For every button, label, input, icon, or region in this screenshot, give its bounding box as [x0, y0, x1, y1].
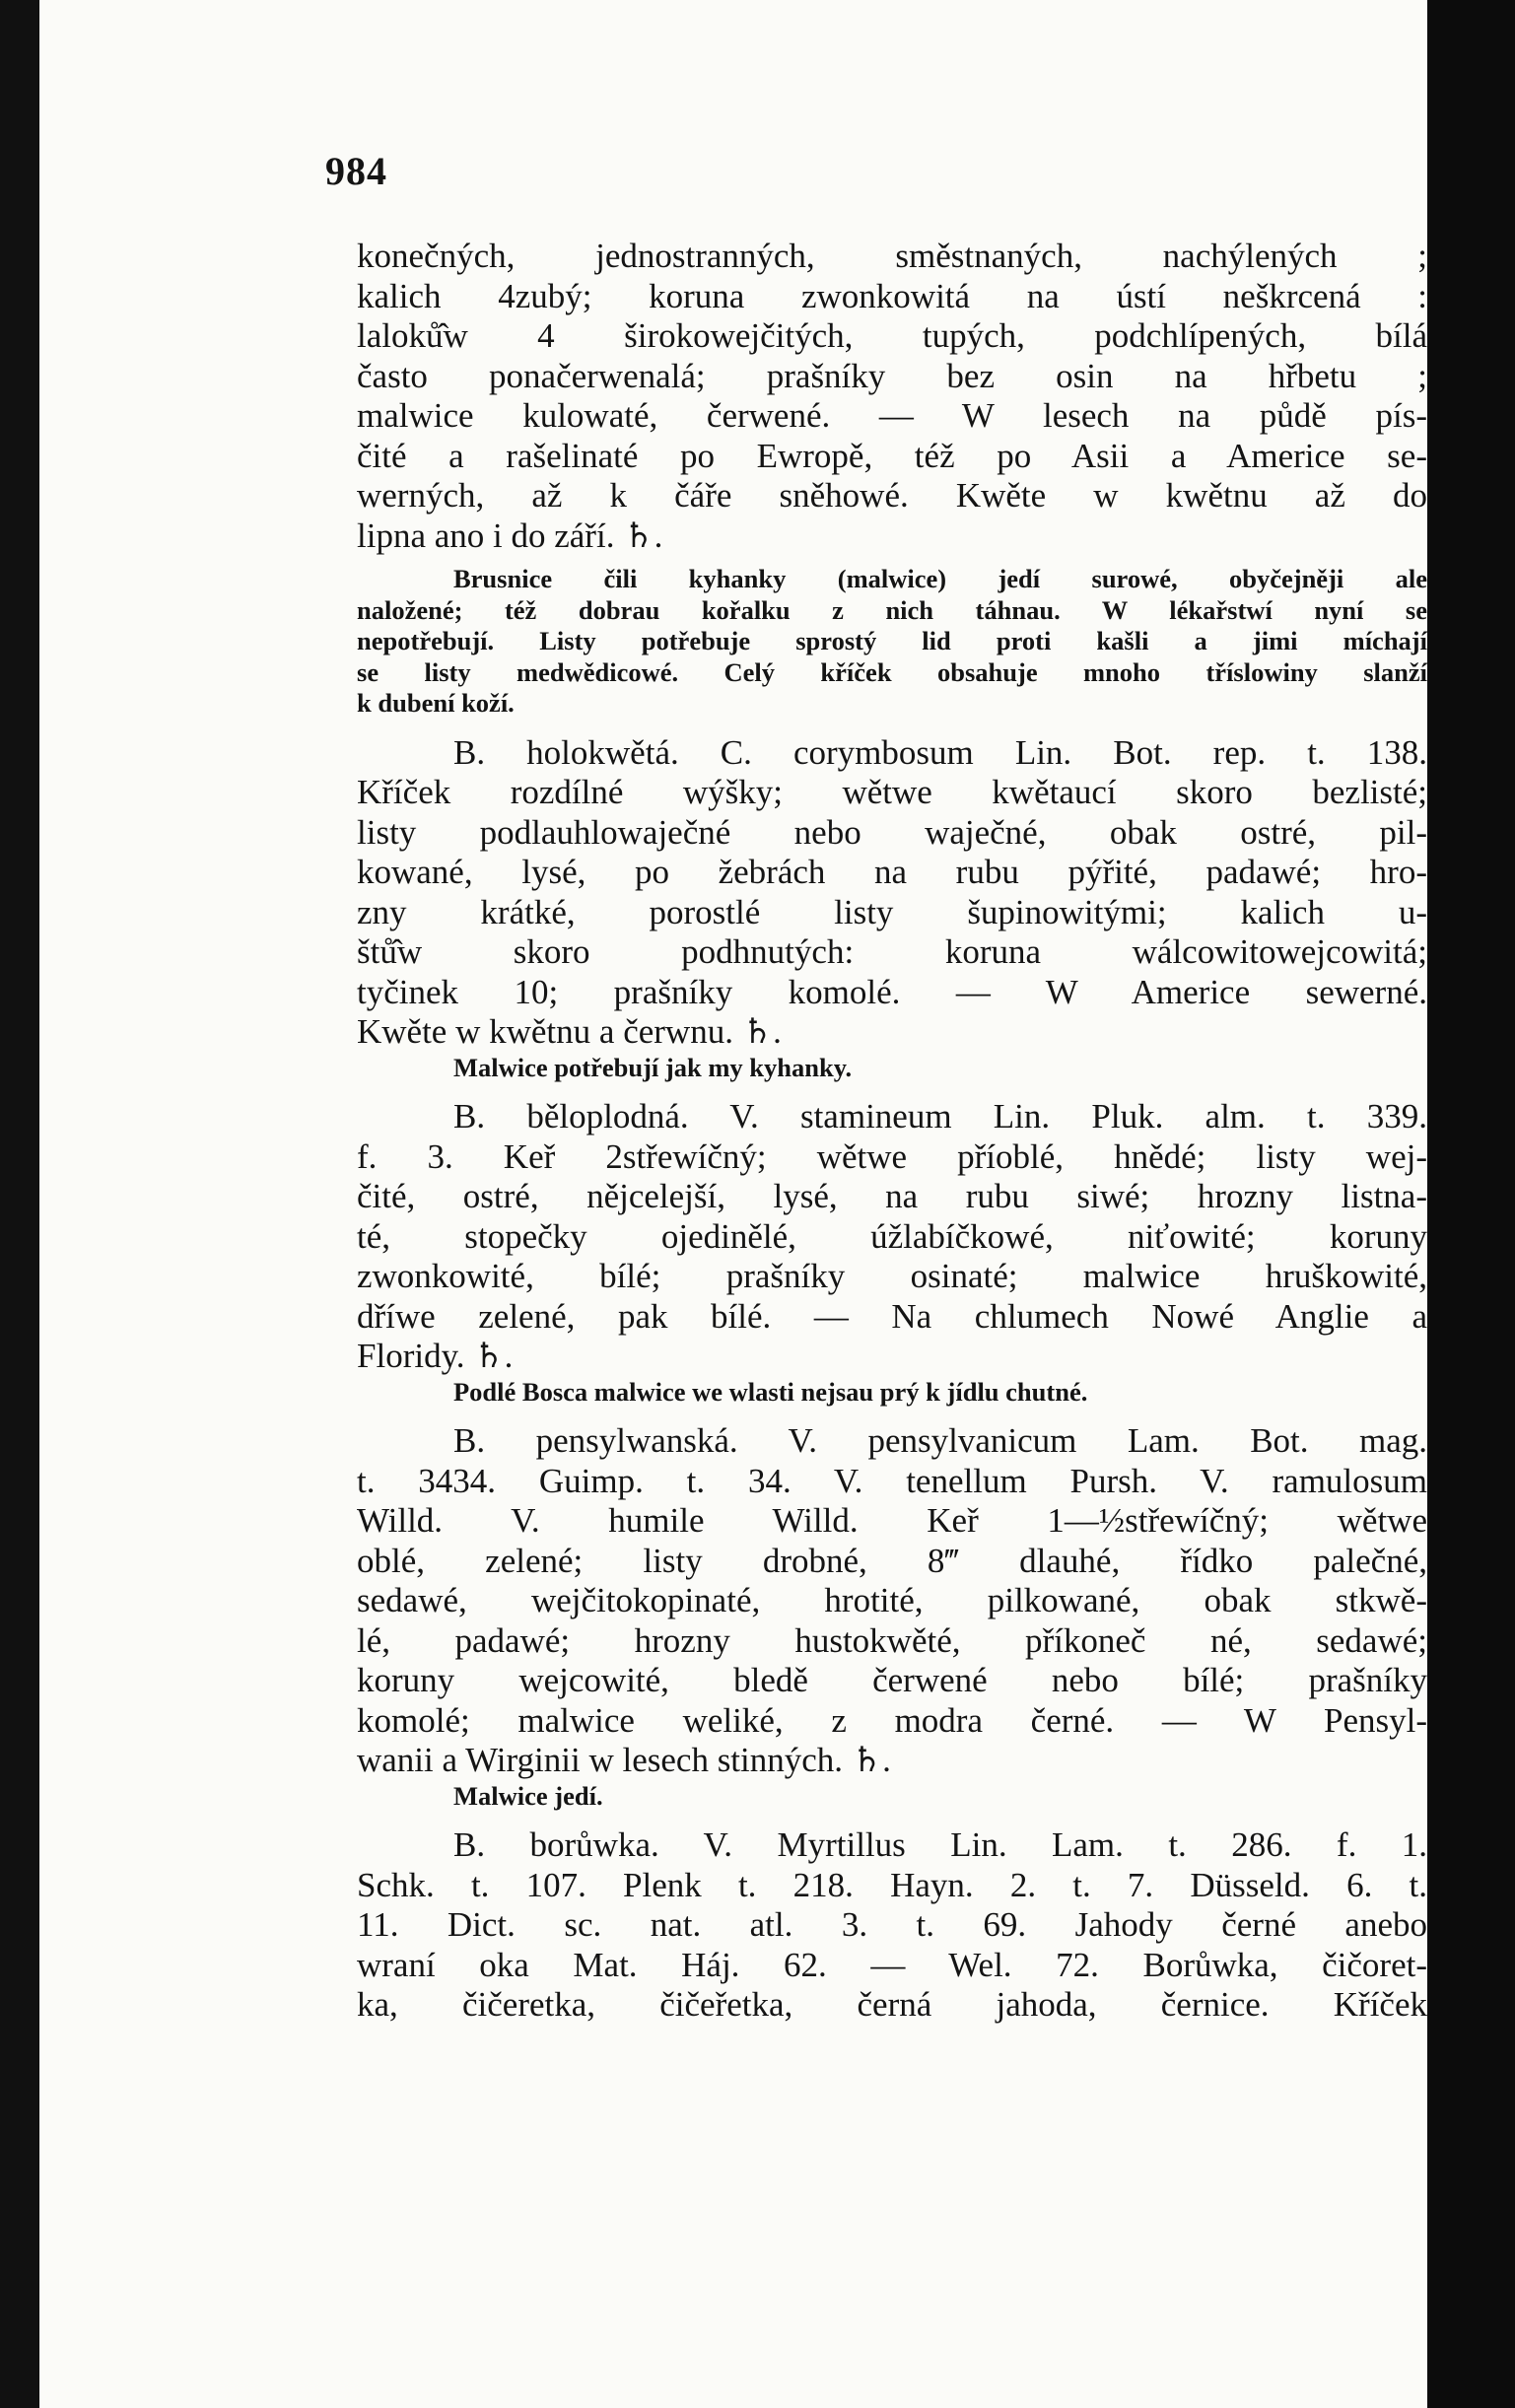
- text-line: Schk. t. 107. Plenk t. 218. Hayn. 2. t. 7. Düsseld. 6. t.: [357, 1865, 1427, 1904]
- text-line: B. holokwětá. C. corymbosum Lin. Bot. rep. t. 138.: [453, 732, 1427, 772]
- text-line: štů̂w skoro podhnutých: koruna wálcowitowejcowitá;: [357, 932, 1427, 971]
- text-line: dříwe zelené, pak bílé. — Na chlumech Nowé Anglie a: [357, 1296, 1427, 1336]
- text-line: lipna ano i do září. ♄.: [357, 516, 663, 555]
- text-line: často ponačerwenalá; prašníky bez osin na hřbetu ;: [357, 356, 1427, 395]
- note-line: Malwice jedí.: [453, 1780, 603, 1811]
- text-line: B. pensylwanská. V. pensylvanicum Lam. Bot. mag.: [453, 1421, 1427, 1460]
- text-line: lé, padawé; hrozny hustokwěté, příkoneč né, sedawé;: [357, 1620, 1427, 1660]
- text-line: konečných, jednostranných, směstnaných, nachýlených ;: [357, 237, 1427, 275]
- text-line: f. 3. Keř 2střewíčný; wětwe příoblé, hnědé; listy wej-: [357, 1136, 1427, 1176]
- note-line: k dubení koží.: [357, 688, 515, 718]
- text-line: B. borůwka. V. Myrtillus Lin. Lam. t. 286. f. 1.: [453, 1825, 1427, 1864]
- page-number: 984: [325, 149, 387, 193]
- text-line: čité, ostré, nějcelejší, lysé, na rubu siwé; hrozny listna-: [357, 1177, 1427, 1215]
- text-line: kalich 4zubý; koruna zwonkowitá na ústí neškrcená :: [357, 276, 1427, 315]
- note-line: naložené; též dobrau kořalku z nich táhnau. W lékařstwí nyní se: [357, 594, 1427, 625]
- text-line: oblé, zelené; listy drobné, 8‴ dlauhé, řídko palečné,: [357, 1541, 1427, 1580]
- note-line: se listy medwědicowé. Celý kříček obsahuje mnoho tříslowiny slanží: [357, 656, 1427, 687]
- text-line: zwonkowité, bílé; prašníky osinaté; malwice hruškowité,: [357, 1257, 1427, 1295]
- text-line: zny krátké, porostlé listy šupinowitými; kalich u-: [357, 892, 1427, 931]
- text-line: wanii a Wirginii w lesech stinných. ♄.: [357, 1741, 891, 1779]
- text-line: wraní oka Mat. Háj. 62. — Wel. 72. Borůwka, čičoret-: [357, 1945, 1427, 1984]
- text-line: Kříček rozdílné wýšky; wětwe kwětaucí skoro bezlisté;: [357, 773, 1427, 811]
- right-page-edge: [1427, 0, 1515, 2408]
- text-line: ka, čičeretka, čičeřetka, černá jahoda, černice. Kříček: [357, 1985, 1427, 2024]
- page-text: [357, 237, 1427, 2026]
- text-line: čité a rašelinaté po Ewropě, též po Asii a Americe se-: [357, 436, 1427, 475]
- text-line: komolé; malwice weliké, z modra černé. — W Pensyl-: [357, 1700, 1427, 1740]
- text-line: koruny wejcowité, bledě čerwené nebo bílé; prašníky: [357, 1661, 1427, 1699]
- text-line: tyčinek 10; prašníky komolé. — W Americe sewerné.: [357, 972, 1427, 1011]
- text-line: malwice kulowaté, čerwené. — W lesech na půdě pís-: [357, 396, 1427, 435]
- text-line: B. běloplodná. V. stamineum Lin. Pluk. alm. t. 339.: [453, 1097, 1427, 1135]
- text-line: 11. Dict. sc. nat. atl. 3. t. 69. Jahody černé anebo: [357, 1905, 1427, 1944]
- text-line: listy podlauhlowaječné nebo waječné, obak ostré, pil-: [357, 812, 1427, 852]
- text-line: t. 3434. Guimp. t. 34. V. tenellum Pursh. V. ramulosum: [357, 1461, 1427, 1500]
- text-line: sedawé, wejčitokopinaté, hrotité, pilkowané, obak stkwě-: [357, 1581, 1427, 1619]
- note-line: nepotřebují. Listy potřebuje sprostý lid proti kašli a jimi míchají: [357, 626, 1427, 655]
- note-line: Podlé Bosca malwice we wlasti nejsau prý k jídlu chutné.: [453, 1376, 1088, 1407]
- note-line: Brusnice čili kyhanky (malwice) jedí surowé, obyčejněji ale: [453, 564, 1427, 593]
- text-line: Floridy. ♄.: [357, 1337, 514, 1375]
- text-line: Willd. V. humile Willd. Keř 1—½střewíčný; wětwe: [357, 1501, 1427, 1540]
- text-line: laloků̂w 4 širokowejčitých, tupých, podchlípených, bílá: [357, 316, 1427, 355]
- note-line: Malwice potřebují jak my kyhanky.: [453, 1052, 853, 1082]
- text-line: kowané, lysé, po žebrách na rubu pýřité, padawé; hro-: [357, 853, 1427, 891]
- text-line: té, stopečky ojedinělé, úžlabíčkowé, niťowité; koruny: [357, 1216, 1427, 1256]
- text-line: werných, až k čáře sněhowé. Kwěte w kwětnu až do: [357, 476, 1427, 515]
- text-line: Kwěte w kwětnu a čerwnu. ♄.: [357, 1012, 782, 1051]
- left-page-edge: [0, 0, 39, 2408]
